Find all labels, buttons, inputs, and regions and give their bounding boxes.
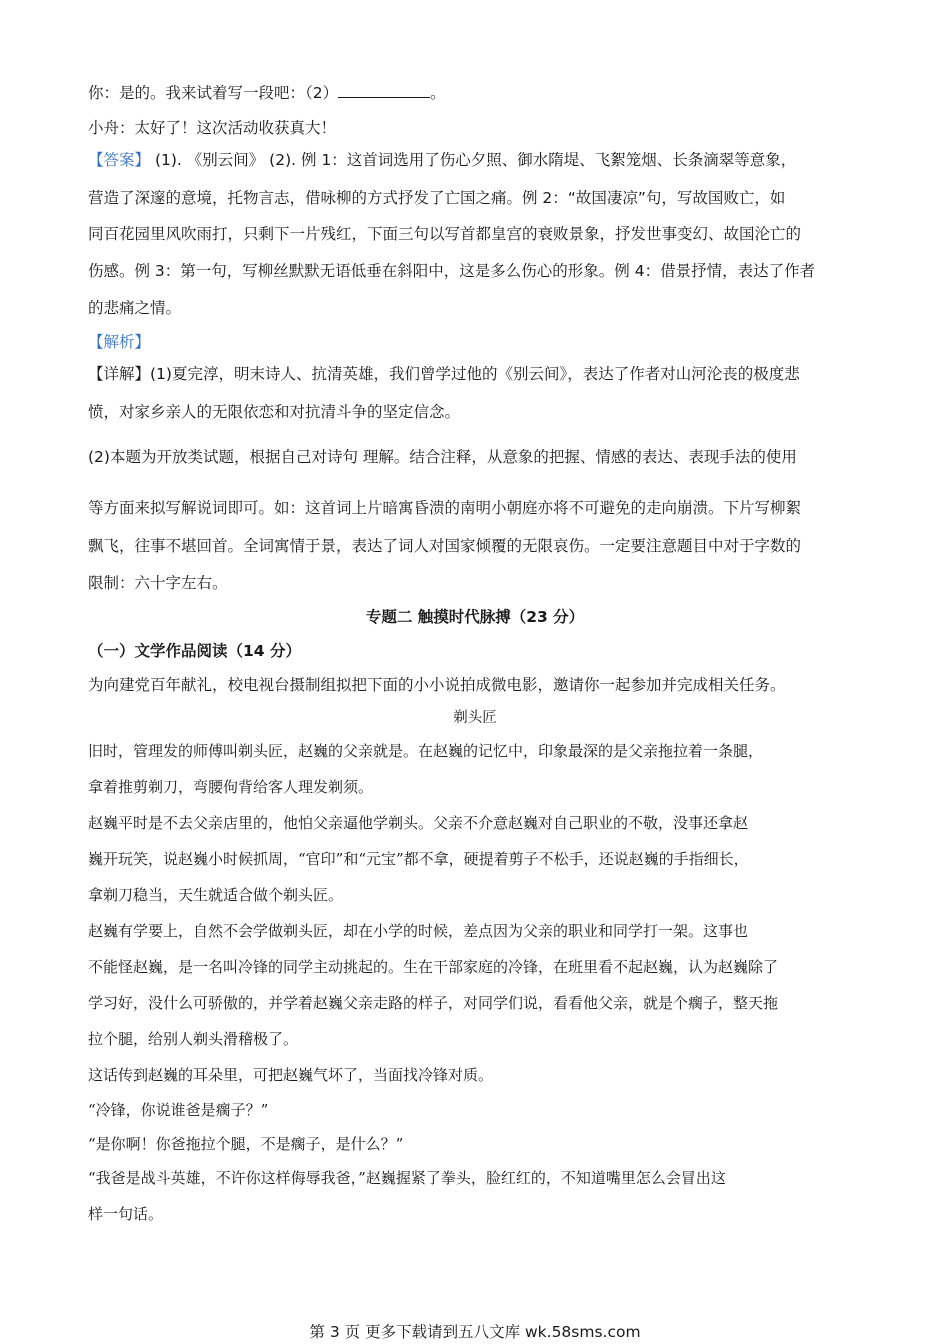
section-heading: （一）文学作品阅读（14 分） [88, 642, 301, 660]
answer-paragraph-line: 伤感。例 3：第一句，写柳丝默默无语低垂在斜阳中，这是多么伤心的形象。例 4：借景抒情，表达了作者 [88, 262, 816, 280]
story-line: 拉个腿，给别人剃头滑稽极了。 [88, 1030, 299, 1048]
dialogue-line-you: 你：是的。我来试着写一段吧：（2） 。 [88, 84, 446, 102]
detail-paragraph-line: 等方面来拟写解说词即可。如：这首词上片暗寓昏溃的南明小朝庭亦将不可避免的走向崩溃。下片写柳絮 [88, 499, 802, 517]
story-line: 学习好，没什么可骄傲的，并学着赵巍父亲走路的样子，对同学们说，看看他父亲，就是个瘸子，整天拖 [88, 994, 779, 1012]
task-intro: 为向建党百年献礼，校电视台摄制组拟把下面的小小说拍成微电影，邀请你一起参加并完成相关任务。 [88, 676, 786, 694]
story-line: 拿剃刀稳当，天生就适合做个剃头匠。 [88, 886, 344, 904]
story-line: “我爸是战斗英雄，不许你这样侮辱我爸，”赵巍握紧了拳头，脸红红的，不知道嘴里怎么会冒出这 [88, 1169, 726, 1187]
story-line: 拿着推剪剃刀，弯腰佝背给客人理发剃须。 [88, 778, 374, 796]
story-line: “是你啊！你爸拖拉个腿，不是瘸子，是什么？” [88, 1135, 404, 1153]
answer-blank [338, 83, 430, 98]
answer-paragraph-line: 同百花园里风吹雨打，只剩下一片残红，下面三句以写首都皇宫的衰败景象，抒发世事变幻、故国沦亡的 [88, 225, 802, 243]
answer-paragraph-line: 的悲痛之情。 [88, 299, 182, 317]
dialogue-line-xiaozhou: 小舟：太好了！这次活动收获真大！ [88, 119, 337, 137]
detail-paragraph-line: 愤，对家乡亲人的无限依恋和对抗清斗争的坚定信念。 [88, 403, 461, 421]
answer-paragraph-line: 【答案】 (1). 《别云间》 (2). 例 1：这首词选用了伤心夕照、御水隋堤、飞絮笼烟、长条滴翠等意象， [88, 151, 797, 169]
page-footer [0, 1322, 950, 1342]
story-title: 剃头匠 [453, 710, 497, 726]
answer-tag: 【答案】 [88, 151, 151, 169]
story-line: 旧时，管理发的师傅叫剃头匠，赵巍的父亲就是。在赵巍的记忆中，印象最深的是父亲拖拉着一条腿， [88, 742, 764, 760]
detail-paragraph-line: (2)本题为开放类试题，根据自己对诗句 理解。结合注释，从意象的把握、情感的表达、表现手法的使用 [88, 448, 797, 466]
story-line: 赵巍有学要上，自然不会学做剃头匠，却在小学的时候，差点因为父亲的职业和同学打一架。这事也 [88, 922, 749, 940]
topic-heading: 专题二 触摸时代脉搏（23 分） [365, 608, 585, 626]
story-line: “冷锋，你说谁爸是瘸子？” [88, 1101, 269, 1119]
story-line: 赵巍平时是不去父亲店里的，他怕父亲逼他学剃头。父亲不介意赵巍对自己职业的不敬，没事还拿赵 [88, 814, 749, 832]
story-line: 不能怪赵巍，是一名叫冷锋的同学主动挑起的。生在干部家庭的冷锋，在班里看不起赵巍，认为赵巍除了 [88, 958, 779, 976]
story-line: 样一句话。 [88, 1205, 164, 1223]
detail-paragraph-line: 飘飞，往事不堪回首。全词寓情于景，表达了词人对国家倾覆的无限哀伤。一定要注意题目中对于字数的 [88, 537, 802, 555]
analysis-tag: 【解析】 [88, 333, 151, 351]
footer-text: 第 3 页 更多下载请到五八文库 wk.58sms.com [309, 1323, 641, 1341]
detail-paragraph-line: 限制：六十字左右。 [88, 574, 228, 592]
detail-paragraph-line: 【详解】(1)夏完淳，明末诗人、抗清英雄，我们曾学过他的《别云间》，表达了作者对山河沦丧的极度悲 [88, 365, 800, 383]
answer-paragraph-line: 营造了深邃的意境，托物言志，借咏柳的方式抒发了亡国之痛。例 2：“故国凄凉”句，写故国败亡，如 [88, 189, 786, 207]
story-line: 这话传到赵巍的耳朵里，可把赵巍气坏了，当面找冷锋对质。 [88, 1066, 494, 1084]
story-line: 巍开玩笑，说赵巍小时候抓周，“官印”和“元宝”都不拿，硬提着剪子不松手，还说赵巍的手指细长， [88, 850, 749, 868]
